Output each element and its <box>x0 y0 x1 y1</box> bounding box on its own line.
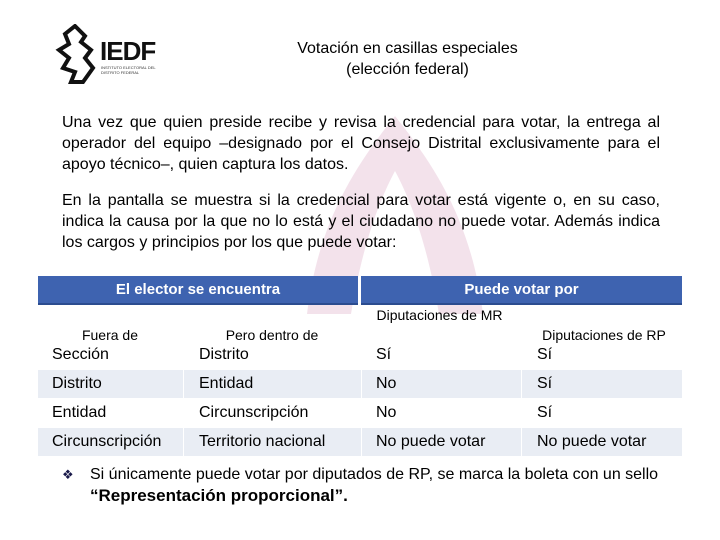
table-header-right: Puede votar por <box>361 276 682 305</box>
column-divider <box>361 305 362 458</box>
table-cell: No puede votar <box>376 433 486 450</box>
subheader-diputaciones-mr: Diputaciones de MR <box>376 307 503 323</box>
table-cell: Distrito <box>52 375 102 392</box>
table-cell: Sección <box>52 346 109 363</box>
table-cell: Sí <box>537 346 553 363</box>
table-cell: Sí <box>376 346 392 363</box>
table-cell: No <box>376 404 397 421</box>
table-cell: Circunscripción <box>199 404 309 421</box>
paragraph-1: Una vez que quien preside recibe y revisa la credencial para votar, la entrega al operador del equipo –designado por el Consejo Distrital exclusivamente para el apoyo técnico–, quien captura los datos. <box>62 114 660 173</box>
table-row <box>38 370 682 398</box>
diamond-bullet-icon: ❖ <box>62 467 74 482</box>
page-title <box>230 38 585 80</box>
table-row <box>38 428 682 456</box>
title-line-2: (elección federal) <box>346 61 469 78</box>
table-row <box>38 399 682 427</box>
paragraph-2: En la pantalla se muestra si la credencial para votar está vigente o, en su caso, indica la causa por la que no lo está y el ciudadano no puede votar. Además indica los cargos y principios por los que puede votar: <box>62 192 660 251</box>
table-cell: Circunscripción <box>52 433 162 450</box>
title-line-1: Votación en casillas especiales <box>297 40 518 57</box>
subheader-diputaciones-rp: Diputaciones de RP <box>542 327 666 343</box>
subheader-pero-dentro-de: Pero dentro de <box>225 327 319 343</box>
logo-text: IEDF <box>100 36 156 66</box>
table-cell: Territorio nacional <box>199 433 326 450</box>
table-cell: Entidad <box>199 375 254 392</box>
table-cell: Sí <box>537 375 553 392</box>
table-header-left: El elector se encuentra <box>38 276 358 305</box>
table-cell: Entidad <box>52 404 107 421</box>
logo-subtext: INSTITUTO ELECTORAL DEL DISTRITO FEDERAL <box>101 65 156 75</box>
bullet-note-text <box>90 464 672 507</box>
subheader-fuera-de: Fuera de <box>81 327 139 343</box>
bullet-note-body: Si únicamente puede votar por diputados de RP, se marca la boleta con un sello <box>90 466 659 483</box>
table-cell: Distrito <box>199 346 249 363</box>
iedf-emblem-icon <box>55 24 103 86</box>
column-divider <box>183 305 184 458</box>
bullet-note <box>62 464 672 507</box>
column-divider <box>521 305 522 458</box>
table-cell: No <box>376 375 397 392</box>
table-row <box>38 341 682 369</box>
table-cell: No puede votar <box>537 433 647 450</box>
table-cell: Sí <box>537 404 553 421</box>
bullet-note-emphasis: “Representación proporcional”. <box>90 486 348 505</box>
